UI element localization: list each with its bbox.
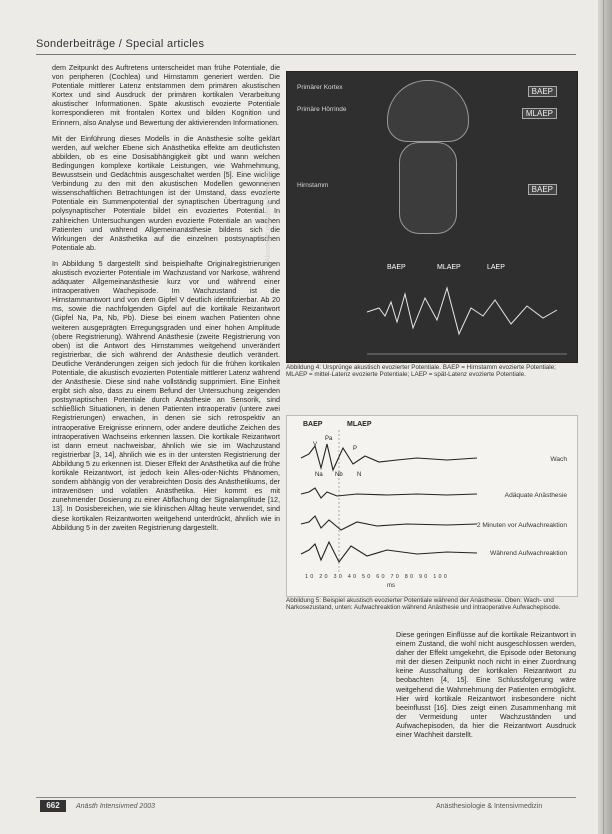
page-number: 662 bbox=[40, 800, 66, 812]
trace-label: Adäquate Anästhesie bbox=[504, 492, 567, 499]
paragraph: dem Zeitpunkt des Auftretens unterscheidet man frühe Potentiale, die von peripheren (Cochlea) und Hirnstamm generiert werden. Die Potentiale mittlerer Latenz entstammen dem primären akustischen Kortex und sind Ausdruck der primären kortikalen Verarbeitung akustischer Informationen. Späte akustisch evozierte Potentiale korrespondieren mit frontalen Kortex und bilden Kognition und Erinnern, also Analyse und Bewertung der aktivierenden Informationen. bbox=[52, 63, 280, 127]
journal-citation: Anästh Intensivmed 2003 bbox=[76, 803, 155, 810]
figure-tag: BAEP bbox=[528, 86, 557, 97]
figure-header: BAEP bbox=[303, 421, 323, 428]
header-rule bbox=[36, 54, 576, 55]
paragraph: Mit der Einführung dieses Modells in die Anästhesie sollte geklärt werden, auf welcher Ebene sich Anästhetika effekte am deutlichsten abbilden, ob es eine Dosisabhängigkeit gibt und wann welchen Bedingungen komplexe kortikale Leistungen, wie Wahrnehmung, Bewusstsein und Gedächtnis ausgeschaltet werden [5]. Eine wichtige Verbindung zu den mit den akustischen Modellen gewonnenen wissenschaftlichen Betrachtungen ist der Umstand, dass evozierte Potentiale ein Summenpotential der synaptischen Übertragung und polysynaptischer Potentiale bildet ein evoziertes Potential. In zahlreichen Untersuchungen wurden evozierte Potentiale an wachen Patienten und während Allgemeinanästhesie bildens sich die Wirkungen der Anästhetika auf die einzelnen postsynaptischen Potentiale ab. bbox=[52, 133, 280, 252]
peak-label: V bbox=[313, 442, 318, 448]
figure-evoked-potentials-anesthesia bbox=[286, 415, 578, 597]
figure-caption: Abbildung 4: Ursprünge akustisch evozierter Potentiale. BAEP = Hirnstamm evozierte Potentiale; MLAEP = mittel-Latenz evozierte Potentiale; LAEP = spät-Latenz evozierte Potentiale. bbox=[286, 364, 556, 379]
paragraph: Diese geringen Einflüsse auf die kortikale Reizantwort in einem Zustand, die wohl nicht ausgeschlossen werden, daher der Effekt umgekehrt, die Episode oder Betonung mit der diesen Zeitpunkt noch nicht in einer Zuordnung keine Ausschaltung der kortikalen Reizantwort zu beobachten [4, 15]. Eine Schlussfolgerung wäre weitgehend die Wahrnehmung der Patienten ermöglicht. Hier wird kortikale Reizantwort insbesondere nicht beeinflusst [16]. Dies zeigt einen Zusammenhang mit der Vermeidung unter Wachzuständen und Aufwachepisoden, da hier die Reizantwort Ausdruck einer Wachheit darstellt. bbox=[396, 630, 576, 740]
figure-tag: BAEP bbox=[528, 184, 557, 195]
figure-header: MLAEP bbox=[347, 421, 372, 428]
trace-tag: BAEP bbox=[387, 264, 406, 271]
peak-label: Nb bbox=[335, 472, 343, 478]
page-edge-line bbox=[603, 0, 604, 834]
page-edge-shadow bbox=[598, 0, 612, 834]
section-header: Sonderbeiträge / Special articles bbox=[36, 38, 205, 50]
trace-label: 2 Minuten vor Aufwachreaktion bbox=[476, 522, 567, 529]
peak-label: P bbox=[353, 446, 358, 452]
footer-rule bbox=[36, 797, 576, 798]
waveform-traces bbox=[287, 416, 577, 596]
figure-tag: MLAEP bbox=[522, 108, 557, 119]
peak-label: Na bbox=[315, 472, 323, 478]
evoked-potential-waveform bbox=[287, 72, 577, 362]
right-column-text bbox=[396, 630, 576, 795]
trace-tag: MLAEP bbox=[437, 264, 461, 271]
x-axis-ticks: 10 20 30 40 50 60 70 80 90 100 bbox=[305, 574, 449, 580]
x-axis-unit: ms bbox=[387, 583, 395, 589]
left-column-text bbox=[52, 63, 280, 757]
paragraph: In Abbildung 5 dargestellt sind beispielhafte Originalregistrierungen akustisch evozierter Potentiale im Wachzustand vor Narkose, während adäquater Allgemeinanästhesie kurz vor und während einer intraoperativen Wachepisode. Im Wachzustand ist die Hirnstammantwort und von dem Gipfel V deutlich identifizierbar. Ab 20 ms, sowie die nachfolgenden Gipfel auf die kortikale Reizantwort (Gipfel Na, Pa, Nb, Pb). Diese bei einem wachen Patienten ohne weiteren ausgeprägten Erregungsgraden und einer hohen Amplitude (obere Registrierung). Während Anästhesie (zweite Registrierung von oben) ist die Antwort des Hirnstammes weitgehend unverändert registrierbar, die sich während der Anästhesie deutlich verändert. Deutliche Veränderungen zeigen sich jedoch für die frühen kortikalen Potentiale, die akustisch evozierten Potentiale mittlerer Latenz während der Anästhesie. Diese sind nahe vollständig supprimiert. Eine Einheit ergibt sich also, dass zu einem Befund der Untersuchung zeigenden postsynaptischen Potentiale durch Anästhesie an Sensorik, sind schließlich Situationen, in denen Patienten intraoperativ (untere zwei Registrierungen) erwachen, in denen sie sich retrospektiv an intraoperative Ereignisse erinnern, oder andere deutliche Zeichen des intraoperativen Wachseins erkennen lassen. Die kortikale Reizantwort ist dann erneut nachweisbar, ähnlich wie sie im Wachzustand registrierbar [3, 14], ähnlich wie es in der untersten Registrierung der Abbildung 5 zu erkennen ist. Dieser Effekt der Anästhetika auf die frühe kortikale Reizantwort, ist jedoch kein Alles-oder-Nichts Phänomen, sondern abhängig von der verabreichten Dosis des Anästhetikums, der intravenösen und volatilen Anästhetika. Hier kommt es mit zunehmender Dosierung zu einer Abflachung der Signalamplitude [12, 13]. In Dosisbereichen, wie sie klinischen Alltag heute verwendet, sind diese kortikalen Reizantworten weitgehend unterdrückt, ähnlich wie in Abbildung 5 in der zweiten Registrierung dargestellt. bbox=[52, 258, 280, 532]
trace-label: Wach bbox=[550, 456, 567, 463]
figure-evoked-potential-origins bbox=[265, 71, 578, 363]
figure-label: Primäre Hörrinde bbox=[297, 106, 347, 113]
peak-label: Pa bbox=[325, 436, 333, 442]
trace-label: Während Aufwachreaktion bbox=[490, 550, 567, 557]
publisher-name: Anästhesiologie & Intensivmedizin bbox=[436, 803, 543, 810]
peak-label: N bbox=[357, 472, 362, 478]
figure-label: Hirnstamm bbox=[297, 182, 329, 189]
figure-label: Primärer Kortex bbox=[297, 84, 343, 91]
trace-tag: LAEP bbox=[487, 264, 505, 271]
figure-y-axis-label: Akustisch evozierte Potentiale bbox=[265, 168, 272, 262]
figure-caption: Abbildung 5: Beispiel akustisch evozierter Potentiale während der Anästhesie. Oben: Wach- und Narkosezustand, unten: Aufwachreaktion während Anästhesie und intraoperative Aufwachepisode. bbox=[286, 597, 561, 612]
